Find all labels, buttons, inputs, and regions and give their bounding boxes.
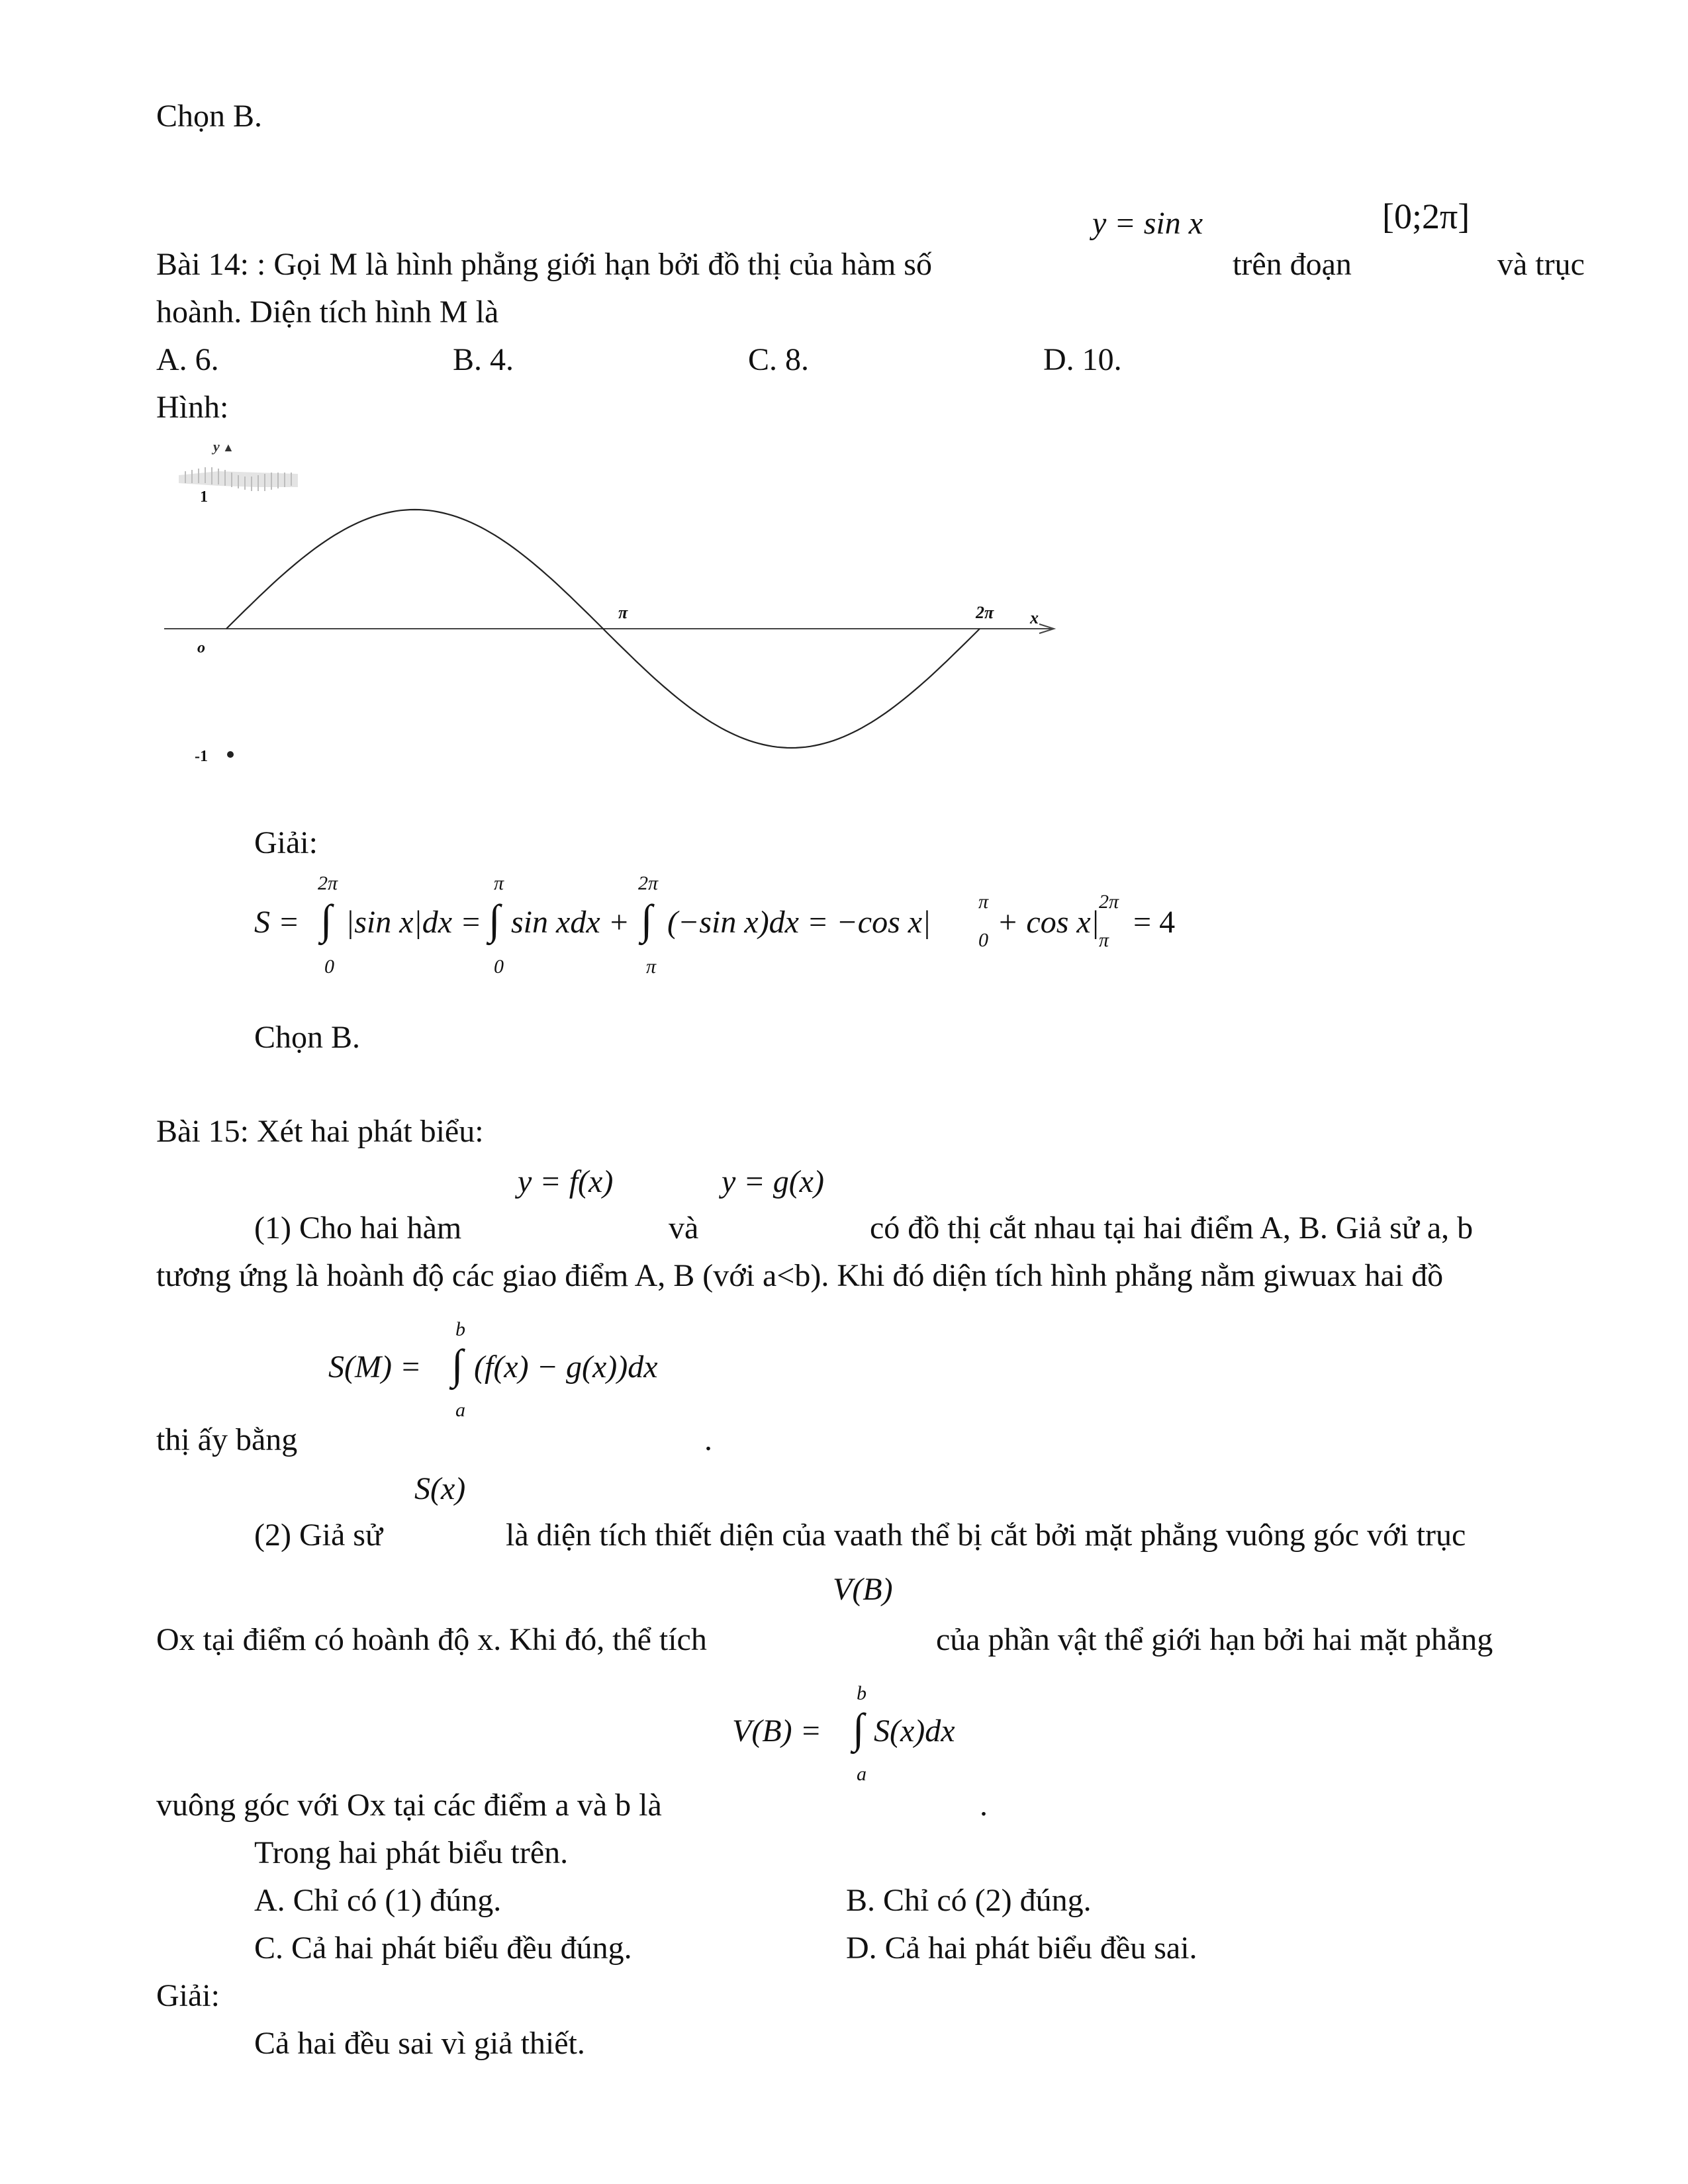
tick-2pi-label: 2π bbox=[976, 603, 994, 622]
x-axis-label: x bbox=[1030, 608, 1039, 627]
eq-int3-upper: 2π bbox=[638, 872, 659, 894]
eq-eval1-lower: 0 bbox=[978, 929, 988, 951]
q15-s2-formula-upper: b bbox=[857, 1682, 867, 1704]
eq-int1-lower: 0 bbox=[324, 956, 334, 978]
eq-int2-upper: π bbox=[494, 872, 504, 894]
q14-line2: hoành. Diện tích hình M là bbox=[156, 295, 499, 330]
y-axis-label: y bbox=[213, 438, 220, 455]
eq-int3-lower: π bbox=[646, 956, 657, 978]
eq-body1: |sin x|dx = bbox=[346, 905, 482, 940]
sine-graph bbox=[152, 437, 1079, 781]
eq-eval1-upper: π bbox=[978, 891, 989, 913]
q15-s2-line3: vuông góc với Ox tại các điểm a và b là bbox=[156, 1788, 662, 1823]
eq-body4: + cos x| bbox=[997, 905, 1100, 940]
eq-result: = 4 bbox=[1133, 905, 1176, 940]
eq-S: S = bbox=[254, 905, 300, 940]
q15-s2-formula-vb: V(B) bbox=[833, 1572, 893, 1607]
q15-option-c: C. Cả hai phát biểu đều đúng. bbox=[254, 1931, 632, 1966]
q14-line1-part3: và trục bbox=[1497, 247, 1585, 282]
q15-formula-f: y = f(x) bbox=[518, 1164, 614, 1199]
hatched-logo-artifact bbox=[179, 467, 298, 491]
q14-line1-part1: Bài 14: : Gọi M là hình phẳng giới hạn bởi đồ thị của hàm số bbox=[156, 247, 932, 282]
q15-s1-part3: có đồ thị cắt nhau tại hai điểm A, B. Giả sử a, b bbox=[870, 1210, 1474, 1246]
eq-int1-sign: ∫ bbox=[320, 896, 332, 943]
q14-formula-function: y = sin x bbox=[1092, 206, 1203, 241]
eq-int3-sign: ∫ bbox=[641, 896, 653, 943]
q14-answer: Chọn B. bbox=[254, 1020, 361, 1055]
y-axis-arrow-icon: ▲ bbox=[222, 441, 234, 454]
eq-int2-lower: 0 bbox=[494, 956, 504, 978]
q15-option-d: D. Cả hai phát biểu đều sai. bbox=[846, 1931, 1197, 1966]
q15-title: Bài 15: Xét hai phát biểu: bbox=[156, 1114, 484, 1149]
q15-s1-formula-lhs: S(M) = bbox=[328, 1349, 422, 1385]
q15-s2-line2-part2: của phần vật thể giới hạn bởi hai mặt phẳng bbox=[936, 1622, 1493, 1657]
q15-s1-line3: thị ấy bằng bbox=[156, 1422, 298, 1457]
origin-label: o bbox=[197, 639, 205, 657]
eq-int2-sign: ∫ bbox=[489, 896, 500, 943]
q15-formula-g: y = g(x) bbox=[722, 1164, 824, 1199]
q15-s2-formula-lhs: V(B) = bbox=[732, 1713, 821, 1749]
q15-s1-formula-body: (f(x) − g(x))dx bbox=[474, 1349, 658, 1385]
y-min-label: -1 bbox=[195, 748, 208, 765]
q15-s1-formula-lower: a bbox=[455, 1399, 465, 1421]
min-point-dot bbox=[227, 751, 234, 758]
q15-solution: Cả hai đều sai vì giả thiết. bbox=[254, 2026, 585, 2061]
q14-figure-label: Hình: bbox=[156, 390, 229, 425]
top-choose-answer: Chọn B. bbox=[156, 99, 263, 134]
q15-s2-formula-body: S(x)dx bbox=[874, 1713, 955, 1749]
q15-s1-line2: tương ứng là hoành độ các giao điểm A, B (với a<b). Khi đó diện tích hình phẳng nằm giwuax hai đồ bbox=[156, 1258, 1444, 1293]
q14-option-d: D. 10. bbox=[1043, 342, 1122, 377]
q15-s2-line2-part1: Ox tại điểm có hoành độ x. Khi đó, thể tích bbox=[156, 1622, 707, 1657]
q15-s2-formula-lower: a bbox=[857, 1763, 867, 1785]
eq-eval2-upper: 2π bbox=[1099, 891, 1119, 913]
q15-s1-part2: và bbox=[669, 1210, 699, 1246]
q15-s2-part1: (2) Giả sử bbox=[254, 1518, 383, 1553]
q15-s2-formula-int: ∫ bbox=[853, 1705, 865, 1752]
q14-solution-label: Giải: bbox=[254, 825, 318, 860]
eq-body3: (−sin x)dx = −cos x| bbox=[667, 905, 931, 940]
tick-pi-label: π bbox=[618, 603, 628, 622]
q15-s2-period: . bbox=[980, 1788, 988, 1823]
q15-s1-formula-int: ∫ bbox=[451, 1341, 463, 1388]
q14-line1-part2: trên đoạn bbox=[1233, 247, 1352, 282]
q15-s1-formula-upper: b bbox=[455, 1318, 465, 1340]
eq-body2: sin xdx + bbox=[511, 905, 630, 940]
q15-option-b: B. Chỉ có (2) đúng. bbox=[846, 1883, 1092, 1918]
q14-option-b: B. 4. bbox=[453, 342, 514, 377]
q14-option-a: A. 6. bbox=[156, 342, 219, 377]
eq-eval2-lower: π bbox=[1099, 929, 1109, 951]
q15-s2-part2: là diện tích thiết diện của vaath thể bị cắt bởi mặt phẳng vuông góc với trục bbox=[506, 1518, 1466, 1553]
eq-int1-upper: 2π bbox=[318, 872, 338, 894]
q15-solution-label: Giải: bbox=[156, 1978, 220, 2013]
q15-s2-formula-sx: S(x) bbox=[414, 1471, 466, 1506]
q15-s1-part1: (1) Cho hai hàm bbox=[254, 1210, 462, 1246]
y-max-label: 1 bbox=[200, 488, 208, 506]
q14-option-c: C. 8. bbox=[748, 342, 810, 377]
q15-s1-period: . bbox=[704, 1422, 712, 1457]
q14-formula-interval: [0;2π] bbox=[1382, 197, 1470, 236]
q15-question: Trong hai phát biểu trên. bbox=[254, 1835, 569, 1870]
q15-option-a: A. Chỉ có (1) đúng. bbox=[254, 1883, 502, 1918]
